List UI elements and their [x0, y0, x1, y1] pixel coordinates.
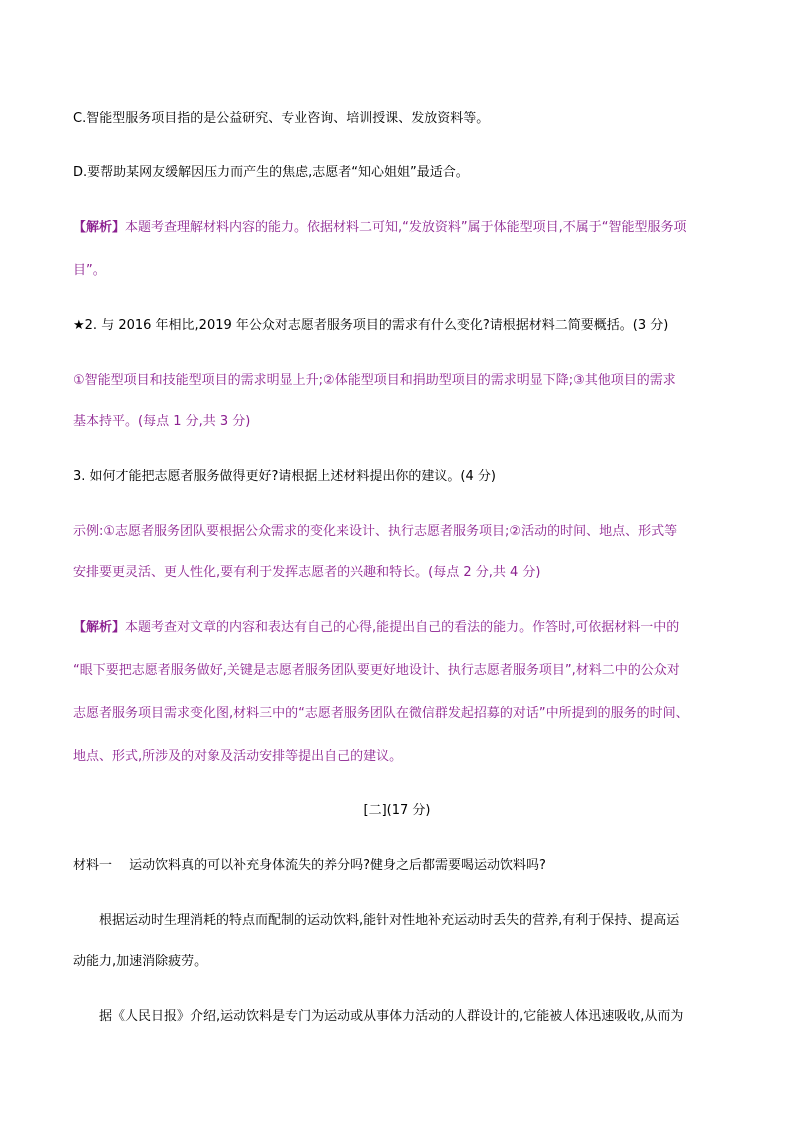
analysis-3-line-3: 志愿者服务项目需求变化图,材料三中的“志愿者服务团队在微信群发起招募的对话”中所提到的服务的时间、	[73, 706, 689, 721]
material-1-title: 材料一 运动饮料真的可以补充身体流失的养分吗?健身之后都需要喝运动饮料吗?	[73, 858, 546, 873]
analysis-1	[73, 220, 733, 236]
analysis-3-line-2: “眼下要把志愿者服务做好,关键是志愿者服务团队要更好地设计、执行志愿者服务项目”,材料二中的公众对	[73, 663, 680, 678]
question-2: ★2. 与 2016 年相比,2019 年公众对志愿者服务项目的需求有什么变化?请根据材料二简要概括。(3 分)	[73, 318, 669, 333]
analysis-tag: 【解析】	[73, 220, 126, 235]
answer-2-line-2: 基本持平。(每点 1 分,共 3 分)	[73, 414, 251, 429]
option-c: C.智能型服务项目指的是公益研究、专业咨询、培训授课、发放资料等。	[73, 111, 490, 126]
paragraph-1-line-2: 动能力,加速消除疲劳。	[73, 954, 208, 969]
analysis-text: 本题考查对文章的内容和表达有自己的心得,能提出自己的看法的能力。作答时,可依据材料一中的	[125, 620, 680, 635]
analysis-1-cont: 目”。	[73, 263, 106, 278]
question-3: 3. 如何才能把志愿者服务做得更好?请根据上述材料提出你的建议。(4 分)	[73, 469, 496, 484]
analysis-text: 本题考查理解材料内容的能力。依据材料二可知,“发放资料”属于体能型项目,不属于“智能型服务项	[125, 220, 687, 235]
paragraph-1-line-1: 根据运动时生理消耗的特点而配制的运动饮料,能针对性地补充运动时丢失的营养,有利于保持、提高运	[99, 913, 680, 928]
option-d: D.要帮助某网友缓解因压力而产生的焦虑,志愿者“知心姐姐”最适合。	[73, 165, 469, 180]
analysis-3	[73, 620, 733, 636]
answer-2-line-1: ①智能型项目和技能型项目的需求明显上升;②体能型项目和捐助型项目的需求明显下降;③其他项目的需求	[73, 373, 676, 388]
paragraph-2-line-1: 据《人民日报》介绍,运动饮料是专门为运动或从事体力活动的人群设计的,它能被人体迅速吸收,从而为	[99, 1009, 684, 1024]
answer-3-line-1: 示例:①志愿者服务团队要根据公众需求的变化来设计、执行志愿者服务项目;②活动的时间、地点、形式等	[73, 524, 678, 539]
answer-3-line-2: 安排要更灵活、更人性化,要有利于发挥志愿者的兴趣和特长。(每点 2 分,共 4 分)	[73, 565, 541, 580]
analysis-tag: 【解析】	[73, 620, 126, 635]
analysis-3-line-4: 地点、形式,所涉及的对象及活动安排等提出自己的建议。	[73, 749, 403, 764]
section-heading: [二](17 分)	[363, 803, 431, 818]
